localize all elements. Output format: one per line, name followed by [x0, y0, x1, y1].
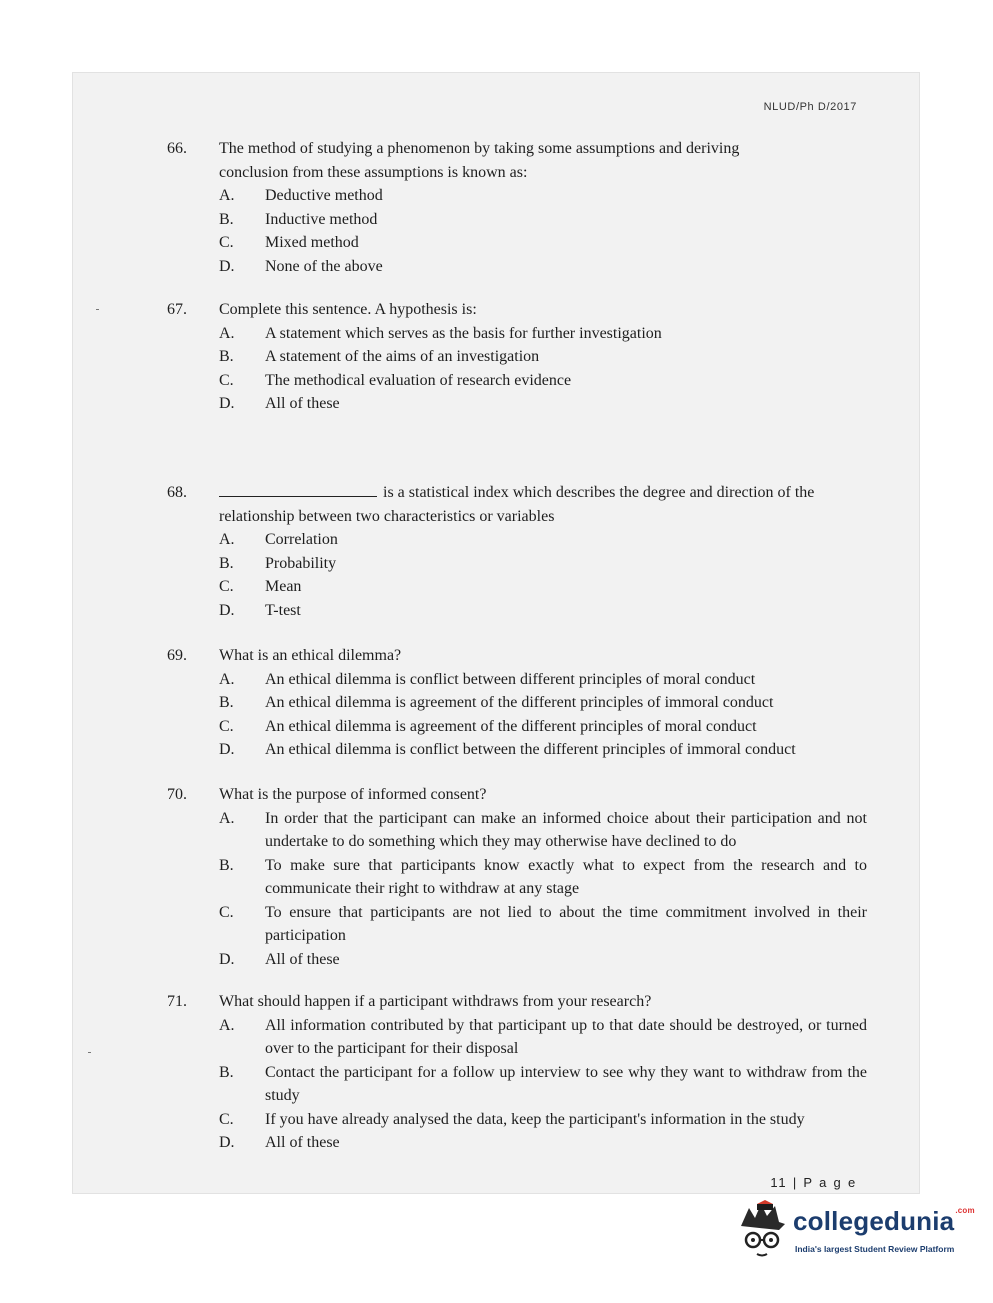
option-letter: B.	[219, 694, 234, 711]
option-c	[167, 231, 867, 255]
option-letter: B.	[219, 348, 234, 365]
option-d	[167, 255, 867, 279]
option-c	[167, 1108, 867, 1132]
option-text: Inductive method	[265, 210, 378, 228]
option-text: None of the above	[265, 257, 383, 275]
option-c	[167, 575, 867, 599]
option-d	[167, 948, 867, 972]
question-text: Complete this sentence. A hypothesis is:	[219, 301, 477, 318]
option-letter: C.	[219, 1110, 234, 1128]
question-71	[167, 990, 867, 1155]
option-letter: D.	[219, 257, 235, 275]
option-letter: D.	[219, 601, 235, 619]
option-letter: C.	[219, 371, 234, 389]
logo-tagline: India's largest Student Review Platform	[795, 1244, 955, 1254]
option-b	[167, 854, 867, 901]
option-letter: D.	[219, 1134, 235, 1151]
option-text: In order that the participant can make an informed choice about their participation and not undertake to do something which they may otherwise have declined to do	[265, 809, 867, 850]
option-text: An ethical dilemma is agreement of the different principles of immoral conduct	[265, 694, 774, 711]
option-letter: A.	[219, 670, 235, 688]
option-d	[167, 1131, 867, 1155]
option-letter: A.	[219, 531, 235, 548]
exam-page	[72, 72, 920, 1194]
option-b	[167, 208, 867, 232]
option-text: Correlation	[265, 531, 338, 548]
option-c	[167, 715, 867, 739]
question-text: What is the purpose of informed consent?	[219, 786, 487, 803]
question-number: 69.	[167, 647, 187, 664]
option-text: All information contributed by that participant up to that date should be destroyed, or turned over to the participant for their disposal	[265, 1016, 867, 1057]
option-letter: B.	[219, 210, 234, 228]
option-letter: A.	[219, 187, 235, 204]
option-letter: D.	[219, 950, 235, 968]
collegedunia-logo	[735, 1200, 975, 1270]
option-letter: A.	[219, 809, 235, 827]
question-67	[167, 298, 867, 416]
option-letter: A.	[219, 1016, 235, 1034]
option-letter: B.	[219, 856, 234, 874]
page-number: 11 | P a g e	[770, 1175, 857, 1190]
option-letter: C.	[219, 903, 234, 921]
question-69	[167, 644, 867, 762]
option-text: To ensure that participants are not lied to about the time commitment involved in their participation	[265, 903, 867, 944]
option-d	[167, 392, 867, 416]
option-a	[167, 184, 867, 208]
option-a	[167, 1014, 867, 1061]
option-b	[167, 552, 867, 576]
option-text: If you have already analysed the data, keep the participant's information in the study	[265, 1110, 805, 1128]
option-text: All of these	[265, 950, 340, 968]
question-number: 70.	[167, 786, 187, 803]
option-b	[167, 345, 867, 369]
option-text: T-test	[265, 601, 301, 619]
option-letter: A.	[219, 324, 235, 342]
question-number: 71.	[167, 993, 187, 1010]
option-text: Probability	[265, 554, 337, 572]
paper-code: NLUD/Ph D/2017	[763, 101, 857, 113]
option-text: To make sure that participants know exactly what to expect from the research and to communicate their right to withdraw at any stage	[265, 856, 867, 897]
option-text: Mean	[265, 578, 302, 595]
option-text: All of these	[265, 395, 340, 412]
question-text: is a statistical index which describes the degree and direction of the relationship between two characteristics or variables	[219, 484, 815, 525]
option-letter: C.	[219, 578, 234, 595]
question-68	[167, 481, 867, 622]
option-a	[167, 668, 867, 692]
logo-dotcom: .com	[955, 1206, 975, 1215]
question-70	[167, 783, 867, 971]
scan-speck	[88, 1052, 91, 1053]
option-text: Contact the participant for a follow up interview to see why they want to withdraw from the study	[265, 1063, 867, 1104]
option-text: An ethical dilemma is conflict between the different principles of immoral conduct	[265, 741, 796, 758]
scan-speck	[96, 309, 99, 310]
question-number: 68.	[167, 484, 187, 501]
option-text: An ethical dilemma is conflict between different principles of moral conduct	[265, 670, 756, 688]
fill-in-blank	[219, 482, 377, 497]
option-text: Deductive method	[265, 187, 383, 204]
question-text: The method of studying a phenomenon by taking some assumptions and deriving conclusion from these assumptions is known as:	[219, 140, 740, 181]
option-text: Mixed method	[265, 234, 359, 251]
option-letter: D.	[219, 395, 235, 412]
option-text: A statement which serves as the basis for further investigation	[265, 324, 662, 342]
option-text: The methodical evaluation of research evidence	[265, 371, 572, 389]
option-a	[167, 322, 867, 346]
option-letter: B.	[219, 1063, 234, 1081]
question-text: What should happen if a participant withdraws from your research?	[219, 993, 652, 1010]
option-d	[167, 599, 867, 623]
option-letter: C.	[219, 234, 234, 251]
option-a	[167, 528, 867, 552]
option-text: A statement of the aims of an investigation	[265, 348, 540, 365]
option-c	[167, 901, 867, 948]
option-a	[167, 807, 867, 854]
logo-brand: collegedunia$^{.com}$	[793, 1206, 975, 1236]
option-letter: C.	[219, 717, 234, 735]
question-number: 67.	[167, 301, 187, 318]
option-text: All of these	[265, 1134, 340, 1151]
option-b	[167, 1061, 867, 1108]
question-66	[167, 137, 867, 278]
option-text: An ethical dilemma is agreement of the different principles of moral conduct	[265, 717, 757, 735]
option-b	[167, 691, 867, 715]
option-letter: B.	[219, 554, 234, 572]
question-text: What is an ethical dilemma?	[219, 647, 402, 664]
mascot-icon	[735, 1200, 791, 1260]
option-letter: D.	[219, 741, 235, 758]
option-d	[167, 738, 867, 762]
option-c	[167, 369, 867, 393]
question-number: 66.	[167, 140, 187, 157]
